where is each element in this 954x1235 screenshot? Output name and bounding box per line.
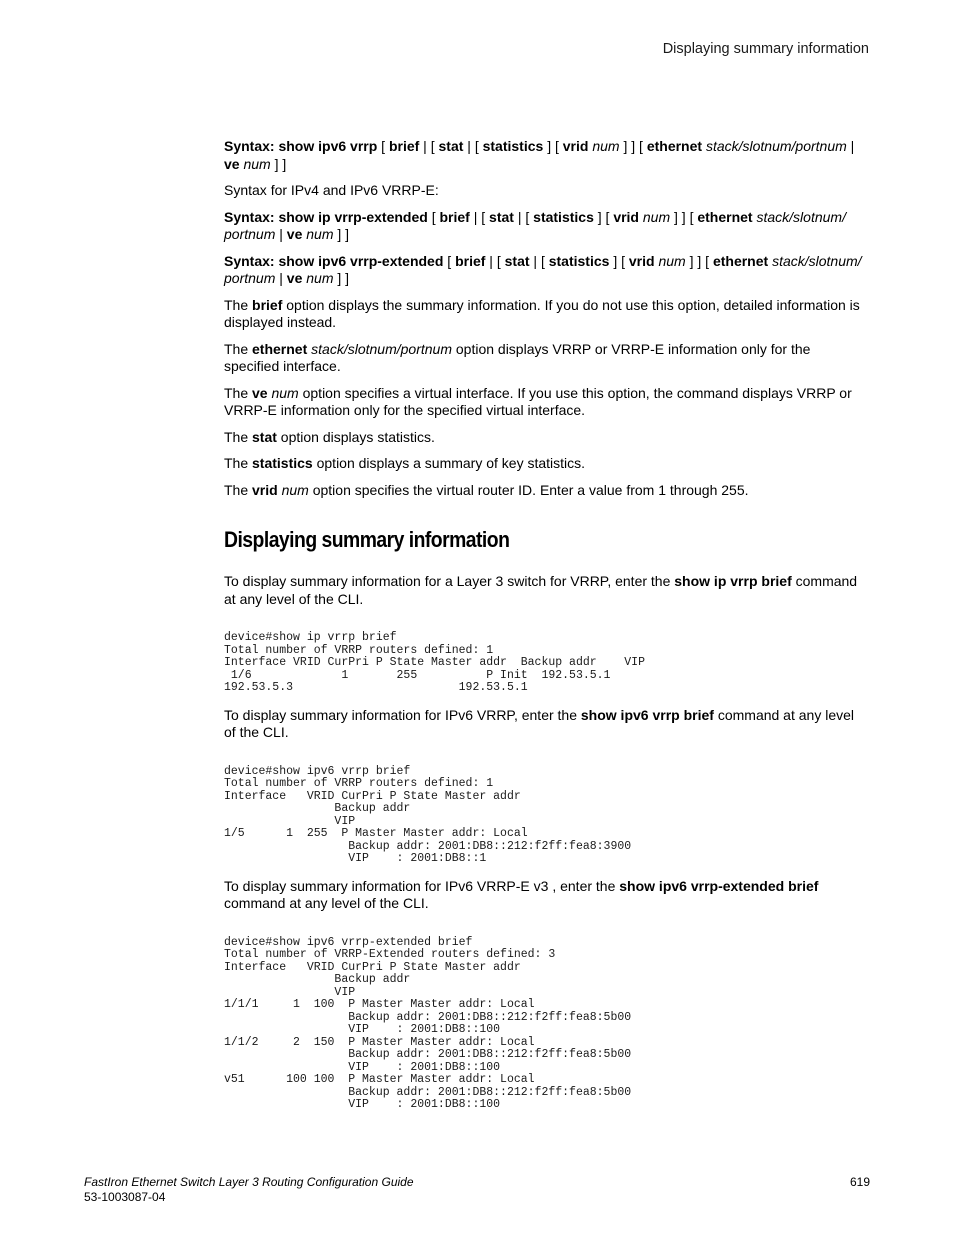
syntax-token: | [ [463,138,483,154]
command-name: show ipv6 vrrp-extended brief [619,877,819,894]
option-argument: num [271,384,299,401]
syntax-argument: num [642,208,671,225]
text: To display summary information for IPv6 VRRP-E v3 , enter the [224,877,620,894]
option-keyword: vrid [252,481,278,498]
syntax-prefix: Syntax: show ipv6 vrrp [224,138,378,154]
syntax-keyword: statistics [548,252,610,269]
option-argument: stack/slotnum/portnum [311,340,452,357]
document-number: 53-1003087-04 [84,1190,166,1204]
vrrp-summary-intro [224,573,866,608]
syntax-token: [ [443,252,456,269]
option-ve-description [224,385,866,420]
running-header: Displaying summary information [662,41,869,57]
syntax-keyword: vrid [562,138,589,154]
syntax-keyword: stat [504,252,530,269]
syntax-token: | [275,226,287,242]
syntax-intro: Syntax for IPv4 and IPv6 VRRP-E: [224,182,439,198]
syntax-argument: stack/slotnum/ portnum [224,208,846,242]
syntax-token: [ [427,208,440,225]
syntax-token: ] [ [593,208,614,225]
syntax-token: ] ] [ [670,208,698,225]
syntax-token: ] ] [ [619,138,647,154]
syntax-keyword: ethernet [712,252,769,269]
cli-output-ip-vrrp-brief: device#show ip vrrp brief Total number of VRRP routers defined: 1 Interface VRID CurPri P State Master addr Backup addr VIP 1/6 1 255 P Init 192.53.5.1 192.53.5.3 192.53.5.1 [224,631,645,694]
option-brief-description [224,297,866,332]
syntax-token: [ [377,138,389,154]
command-name: show ip vrrp brief [674,573,792,589]
text: option displays VRRP or VRRP-E information only for the specified interface. [224,340,811,374]
text: command at any level of the CLI. [224,895,429,911]
syntax-argument: stack/slotnum/portnum [705,138,847,154]
option-keyword: ve [252,384,268,401]
syntax-keyword: stat [438,138,464,154]
syntax-token: | [ [513,208,534,225]
option-keyword: stat [252,428,277,445]
syntax-token: ] ] [270,155,287,172]
page-number: 619 [849,1175,870,1189]
ipv6-vrrp-summary-intro [224,707,866,742]
text: option displays the summary information. If you do not use this option, detailed information is displayed instead. [224,296,860,330]
text: The [224,481,253,498]
syntax-show-ip-vrrp-extended [224,209,866,244]
text: option specifies the virtual router ID. Enter a value from 1 through 255. [308,481,749,498]
cli-output-ipv6-vrrp-brief: device#show ipv6 vrrp brief Total number of VRRP routers defined: 1 Interface VRID CurPri P State Master addr Backup addr VIP 1/5 1 255 P Master Master addr: Local Backup addr: 2001:DB8::212:f2ff:fea8:3900 VIP : 2001:DB8::1 [224,764,632,865]
text: command at any level of the CLI. [224,573,858,607]
syntax-keyword: statistics [533,208,594,225]
syntax-keyword: ethernet [646,138,703,154]
syntax-argument: stack/slotnum/ portnum [224,252,862,286]
syntax-show-ipv6-vrrp-extended [224,253,866,288]
syntax-keyword: brief [455,252,486,269]
option-keyword: statistics [252,455,313,471]
syntax-keyword: ve [286,226,303,242]
syntax-prefix: Syntax: show ip vrrp-extended [224,208,428,225]
text: The [224,384,253,401]
syntax-keyword: vrid [628,252,655,269]
text: option displays a summary of key statistics. [312,455,586,471]
guide-title: FastIron Ethernet Switch Layer 3 Routing Configuration Guide [84,1175,414,1189]
text: The [224,455,253,471]
syntax-argument: num [658,252,686,269]
syntax-keyword: ve [286,270,303,286]
syntax-argument: num [306,226,334,242]
option-keyword: ethernet [252,340,308,357]
option-keyword: brief [252,296,283,313]
text: The [224,296,253,313]
syntax-argument: num [592,138,620,154]
syntax-argument: num [243,155,271,172]
syntax-keyword: brief [388,138,420,154]
text: command at any level of the CLI. [224,706,855,740]
syntax-keyword: stat [489,208,514,225]
text: To display summary information for a Layer 3 switch for VRRP, enter the [224,573,675,589]
syntax-token: ] ] [ [685,252,713,269]
syntax-token: ] ] [333,270,350,286]
syntax-token: | [846,138,855,154]
syntax-token: ] ] [333,226,350,242]
text: The [224,340,253,357]
option-argument: num [281,481,309,498]
ipv6-vrrp-extended-summary-intro [224,878,866,913]
syntax-token: | [275,270,287,286]
text: To display summary information for IPv6 VRRP, enter the [224,706,581,723]
syntax-token: ] [ [543,138,563,154]
option-vrid-description [224,482,866,500]
text: option specifies a virtual interface. If you use this option, the command displays VRRP or VRRP-E information only for the specified virtual interface. [224,384,852,418]
page-content [224,138,866,1124]
option-statistics-description [224,455,866,473]
option-stat-description [224,429,866,447]
option-ethernet-description [224,341,866,376]
syntax-token: | [ [529,252,549,269]
command-name: show ipv6 vrrp brief [580,706,714,723]
syntax-keyword: ve [224,155,240,172]
text: The [224,428,253,445]
syntax-keyword: ethernet [697,208,753,225]
syntax-token: | [ [469,208,490,225]
section-heading: Displaying summary information [224,527,510,552]
syntax-keyword: brief [439,208,470,225]
syntax-prefix: Syntax: show ipv6 vrrp-extended [224,252,444,269]
cli-output-ipv6-vrrp-extended-brief: device#show ipv6 vrrp-extended brief Total number of VRRP-Extended routers defined: 3 Interface VRID CurPri P State Master addr Backup addr VIP 1/1/1 1 100 P Master Master addr: Local Backup addr: 2001:DB8::212:f2ff:fea8:5b00 VIP : 2001:DB8::100 1/1/2 2 150 P Master Master addr: Local Backup addr: 2001:DB8::212:f2ff:fea8:5b00 VIP : 2001:DB8::100 v51 100 100 P Master Master addr: Local Backup addr: 2001:DB8::212:f2ff:fea8:5b00 VIP : 2001:DB8::100 [224,935,632,1111]
syntax-argument: num [306,270,334,286]
syntax-token: | [ [419,138,439,154]
syntax-token: ] [ [609,252,629,269]
syntax-token: | [ [485,252,505,269]
text: option displays statistics. [276,428,435,445]
syntax-keyword: statistics [482,138,544,154]
page-footer [84,1175,870,1205]
syntax-show-ipv6-vrrp [224,138,866,173]
syntax-keyword: vrid [613,208,639,225]
